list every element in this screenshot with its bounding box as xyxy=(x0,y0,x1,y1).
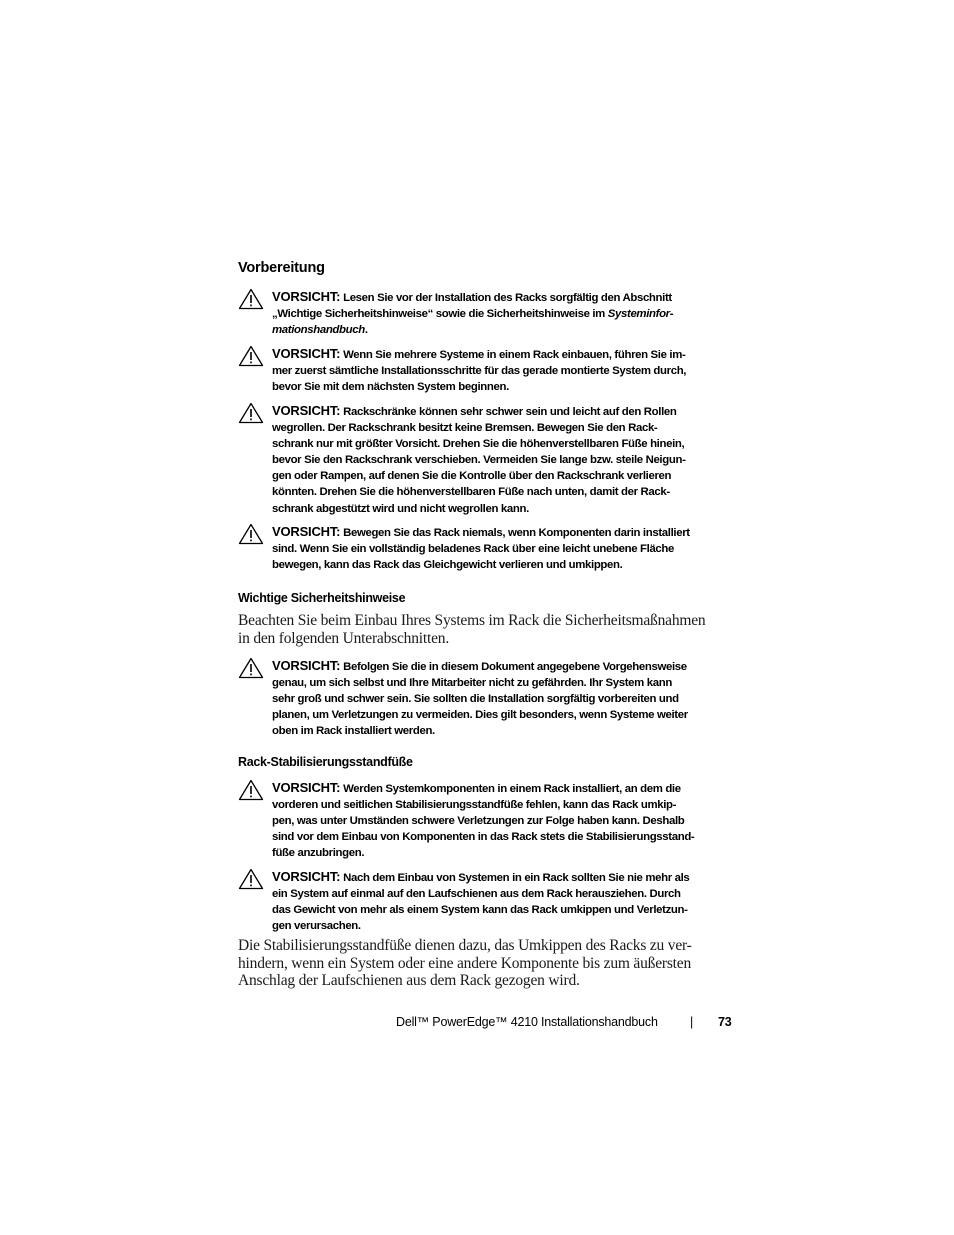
caution-label: VORSICHT: xyxy=(272,869,341,884)
caution-note: VORSICHT: Befolgen Sie die in diesem Dokument angegebene Vorgehensweise genau, um sich selbst und Ihre Mitarbeiter nicht zu gefährden. Ihr System kann sehr groß und schwer sein. Sie sollten die Installation sorgfältig vorbereiten und planen, um Verletzungen zu vermeiden. Dies gilt besonders, wenn Systeme weiter oben im Rack installiert werden. xyxy=(238,658,738,739)
caution-label: VORSICHT: xyxy=(272,524,341,539)
subsection-heading: Rack-Stabilisierungsstandfüße xyxy=(238,755,413,769)
caution-note: VORSICHT: Rackschränke können sehr schwer sein und leicht auf den Rollen wegrollen. Der Rackschrank besitzt keine Bremsen. Bewegen Sie den Rack- schrank nur mit größter Vorsicht. Drehen Sie die höhenverstellbaren Füße hinein, bevor Sie den Rackschrank verschieben. Vermeiden Sie lange bzw. steile Neigun- gen oder Rampen, auf denen Sie die Kontrolle über den Rackschrank verlieren könnten. Drehen Sie die höhenverstellbaren Füße nach unten, damit der Rack- schrank abgestützt wird und nicht wegrollen kann. xyxy=(238,403,738,517)
caution-label: VORSICHT: xyxy=(272,658,341,673)
body-paragraph: Beachten Sie beim Einbau Ihres Systems im Rack die Sicherheitsmaßnahmen in den folgenden Unterabschnitten. xyxy=(238,612,706,647)
footer-separator: | xyxy=(690,1015,694,1029)
warning-icon xyxy=(238,402,264,424)
caution-label: VORSICHT: xyxy=(272,780,341,795)
footer-title: Dell™ PowerEdge™ 4210 Installationshandbuch xyxy=(396,1015,658,1029)
caution-label: VORSICHT: xyxy=(272,403,341,418)
warning-icon xyxy=(238,288,264,310)
caution-note: VORSICHT: Wenn Sie mehrere Systeme in einem Rack einbauen, führen Sie im- mer zuerst sämtliche Installationsschritte für das gerade montierte System durch, bevor Sie mit dem nächsten System beginnen. xyxy=(238,346,738,395)
subsection-heading: Wichtige Sicherheitshinweise xyxy=(238,591,406,605)
body-paragraph: Die Stabilisierungsstandfüße dienen dazu, das Umkippen des Racks zu ver- hindern, wenn ein System oder eine andere Komponente bis zum äußersten Anschlag der Laufschienen aus dem Rack gezogen wird. xyxy=(238,937,692,990)
warning-icon xyxy=(238,779,264,801)
page-number: 73 xyxy=(718,1015,732,1029)
caution-label: VORSICHT: xyxy=(272,289,341,304)
caution-label: VORSICHT: xyxy=(272,346,341,361)
warning-icon xyxy=(238,657,264,679)
caution-note: VORSICHT: Bewegen Sie das Rack niemals, wenn Komponenten darin installiert sind. Wenn Sie ein vollständig beladenes Rack über eine leicht unebene Fläche bewegen, kann das Rack das Gleichgewicht verlieren und umkippen. xyxy=(238,524,738,573)
warning-icon xyxy=(238,345,264,367)
caution-note: VORSICHT: Werden Systemkomponenten in einem Rack installiert, an dem die vorderen und seitlichen Stabilisierungsstandfüße fehlen, kann das Rack umkip- pen, was unter Umständen schwere Verletzungen zur Folge haben kann. Deshalb sind vor dem Einbau von Komponenten in das Rack stets die Stabilisierungsstand- füße anzubringen. xyxy=(238,780,738,861)
caution-note: VORSICHT: Nach dem Einbau von Systemen in ein Rack sollten Sie nie mehr als ein System auf einmal auf den Laufschienen aus dem Rack herausziehen. Durch das Gewicht von mehr als einem System kann das Rack umkippen und Verletzun- gen verursachen. xyxy=(238,869,738,934)
warning-icon xyxy=(238,523,264,545)
book-reference: Systeminfor- xyxy=(607,308,674,321)
warning-icon xyxy=(238,868,264,890)
book-reference: mationshandbuch xyxy=(272,324,365,337)
section-heading: Vorbereitung xyxy=(238,260,325,276)
caution-note: VORSICHT: Lesen Sie vor der Installation des Racks sorgfältig den Abschnitt „Wichtige Sicherheitshinweise“ sowie die Sicherheitshinweise im Systeminfor- mationshandbuch. xyxy=(238,289,738,338)
